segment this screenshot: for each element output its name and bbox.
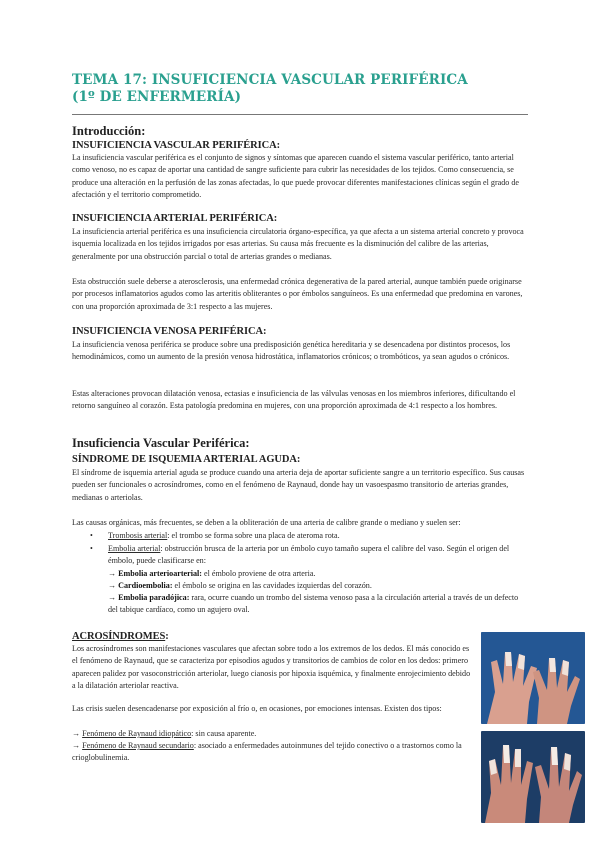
ivenp-paragraph-1: La insuficiencia venosa periférica se produce sobre una predisposición genética hereditaria y se desencadena por distintos procesos, los hemodinámicos, como un aumento de la presión venosa hidrostática, inflamatorios crónicos; o trombóticos, ya sean agudos o crónicos.: [72, 340, 511, 362]
acro-type-2: [72, 740, 472, 765]
arrow-icon: →: [108, 593, 117, 602]
sub-item: [108, 580, 528, 592]
document-title: [72, 72, 542, 106]
title-line-2: (1º DE ENFERMERÍA): [72, 89, 242, 105]
ivenp-heading: INSUFICIENCIA VENOSA PERIFÉRICA:: [72, 326, 267, 337]
bullet-dot-1: •: [90, 531, 93, 540]
iap-paragraph-2: Esta obstrucción suele deberse a aterosclerosis, una enfermedad crónica degenerativa de la pared arterial, aunque también puede originarse por procesos inflamatorios agudos como las arteritis obliterantes o por émbolos sanguíneos. Es una enfermedad que predomina en varones, con una proporción aproximada de 3:1 respecto a las mujeres.: [72, 277, 523, 311]
arrow-icon: →: [72, 729, 81, 738]
raynaud-hands-photo-2: [481, 731, 585, 823]
title-divider: [72, 114, 528, 115]
sub-3-term: Embolia paradójica:: [118, 593, 190, 602]
arrow-icon: →: [72, 741, 81, 750]
sia-heading: SÍNDROME DE ISQUEMIA ARTERIAL AGUDA:: [72, 454, 301, 465]
title-line-1: TEMA 17: INSUFICIENCIA VASCULAR PERIFÉRICA: [72, 72, 468, 88]
acro-paragraph-1: Los acrosíndromes son manifestaciones vasculares que afectan sobre todo a los extremos de los dedos. El más conocido es el fenómeno de Raynaud, que se caracteriza por episodios agudos y transitorios de cambios de color en los dedos: primero aparecen palidez por vasoconstricción arteriolar, luego cianosis por hipoxia isquémica, y finalmente enrojecimiento debido a la dilatación arteriolar reactiva.: [72, 644, 471, 690]
acro-type-1: [72, 728, 472, 740]
arrow-icon: →: [108, 569, 117, 578]
sub-2-term: Cardioembolia:: [118, 581, 173, 590]
ivp-section-heading: Insuficiencia Vascular Periférica:: [72, 436, 250, 450]
sub-1-text: el émbolo proviene de otra arteria.: [201, 569, 316, 578]
list-item: [108, 530, 528, 542]
ivp-paragraph: La insuficiencia vascular periférica es el conjunto de signos y síntomas que aparecen cuando el sistema vascular periférico, tanto arterial como venoso, no es capaz de aportar una cantidad de sangre suficiente para cubrir las necesidades de los tejidos. Como consecuencia, se produce una alteración en la perfusión de las zonas afectadas, lo que puede provocar diferentes manifestaciones clínicas según el grado de afectación y el territorio comprometido.: [72, 153, 519, 199]
acro-heading-term: ACROSÍNDROMES: [72, 631, 166, 642]
iap-heading: INSUFICIENCIA ARTERIAL PERIFÉRICA:: [72, 213, 278, 224]
type-2-text: : asociado a enfermedades autoinmunes del tejido conectivo o a trastornos como la crioglobulinemia.: [72, 741, 462, 763]
sia-paragraph-1: El síndrome de isquemia arterial aguda se produce cuando una arteria deja de aportar suficiente sangre a un territorio específico. Sus causas pueden ser funcionales o acrosíndromes, como en el fenómeno de Raynaud, donde hay un vasoespasmo transitorio de arterias grandes, medianas o arteriolas.: [72, 468, 525, 502]
bullet-dot-2: •: [90, 544, 93, 553]
bullet-1-term: Trombosis arterial: [108, 531, 168, 540]
ivp-heading: INSUFICIENCIA VASCULAR PERIFÉRICA:: [72, 140, 280, 151]
sub-3-text: rara, ocurre cuando un trombo del sistema venoso pasa a la circulación arterial a través de un defecto del tabique cardíaco, como un agujero oval.: [108, 593, 519, 615]
sia-paragraph-2: Las causas orgánicas, más frecuentes, se deben a la obliteración de una arteria de calibre grande o mediano y suelen ser:: [72, 518, 461, 527]
type-2-term: Fenómeno de Raynaud secundario: [82, 741, 194, 750]
acro-heading: [72, 630, 472, 643]
type-1-term: Fenómeno de Raynaud idiopático: [82, 729, 192, 738]
list-item: [108, 543, 528, 568]
sub-1-term: Embolia arterioarterial:: [118, 569, 202, 578]
arrow-icon: →: [108, 581, 117, 590]
raynaud-hands-photo-1: [481, 632, 585, 724]
bullet-2-text: : obstrucción brusca de la arteria por un émbolo cuyo tamaño supera el calibre del vaso. Según el origen del émbolo, puede clasificarse en:: [108, 544, 510, 566]
sub-item: [108, 568, 528, 580]
type-1-text: : sin causa aparente.: [191, 729, 257, 738]
ivenp-paragraph-2: Estas alteraciones provocan dilatación venosa, ectasias e insuficiencia de las válvulas venosas en los miembros inferiores, dificultando el retorno sanguíneo al corazón. Esta patología predomina en mujeres, con una proporción aproximada de 4:1 respecto a los hombres.: [72, 389, 516, 411]
sub-item: [108, 592, 528, 617]
bullet-2-term: Embolia arterial: [108, 544, 161, 553]
sub-2-text: el émbolo se origina en las cavidades izquierdas del corazón.: [172, 581, 372, 590]
bullet-1-text: : el trombo se forma sobre una placa de ateroma rota.: [167, 531, 340, 540]
intro-heading: Introducción:: [72, 124, 146, 138]
acro-paragraph-2: Las crisis suelen desencadenarse por exposición al frío o, en ocasiones, por emociones intensas. Existen dos tipos:: [72, 704, 442, 713]
acro-heading-colon: :: [165, 631, 169, 642]
iap-paragraph-1: La insuficiencia arterial periférica es una insuficiencia circulatoria órgano-específica, ya que afecta a un sistema arterial concreto y provoca isquemia localizada en los tejidos irrigados por esas arterias. Su causa más frecuente es la disminución del calibre de las arterias, generalmente por una obstrucción parcial o total de arterias grandes o medianas.: [72, 227, 524, 261]
